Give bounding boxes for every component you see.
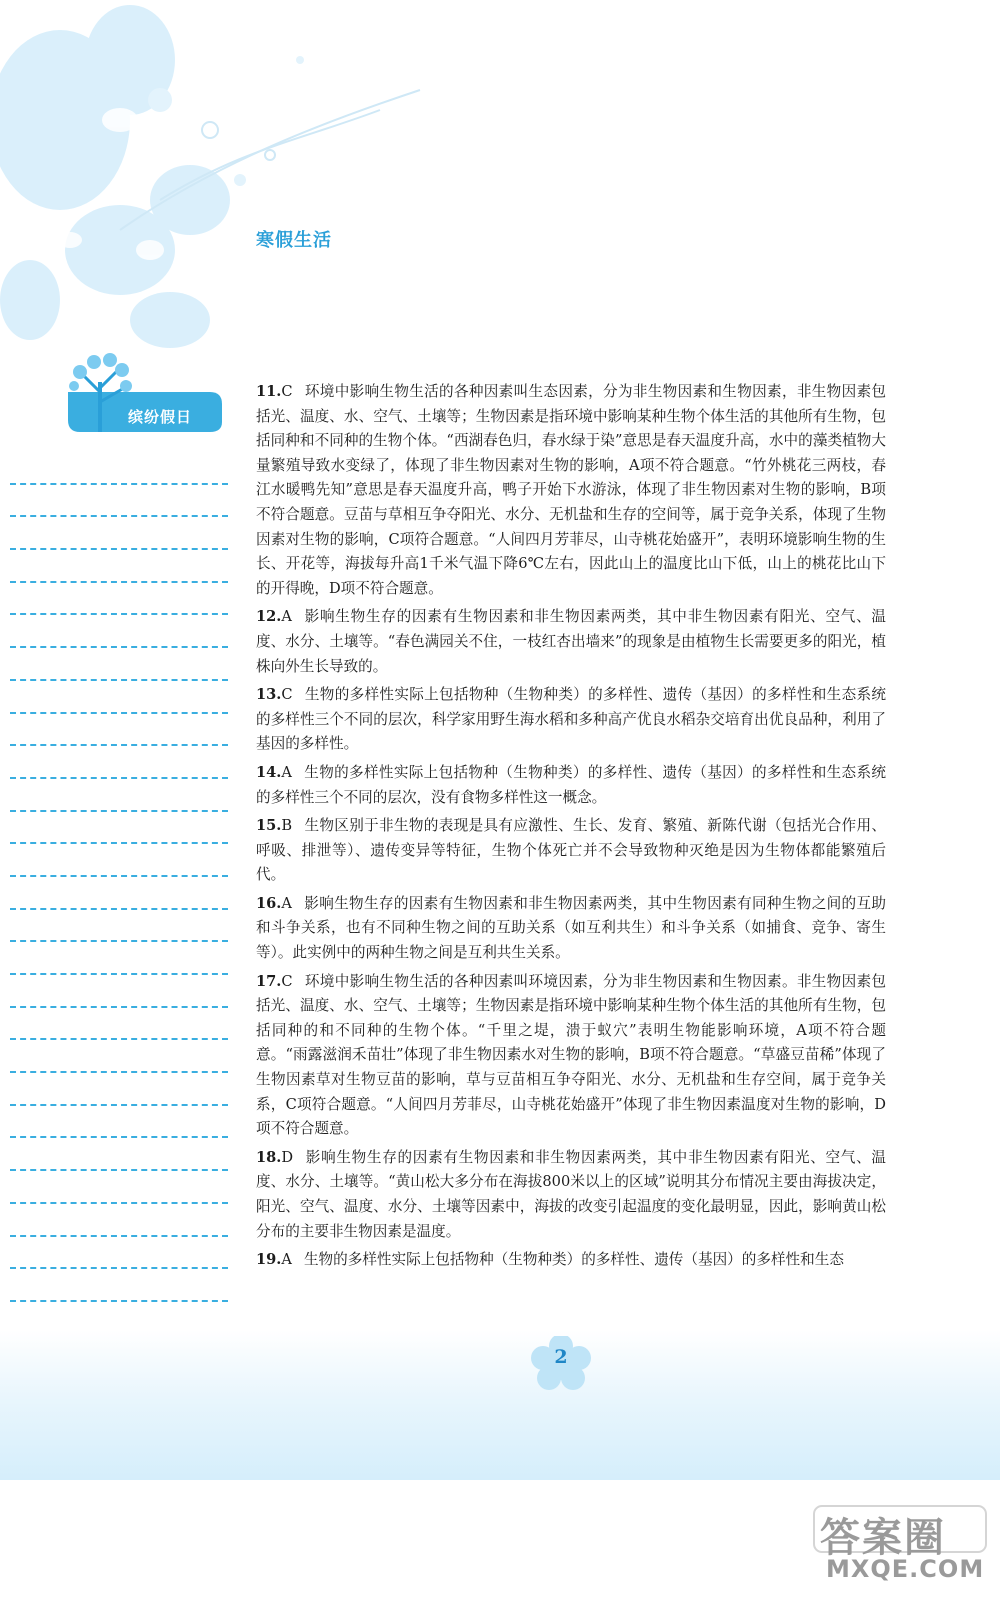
page-number: 2	[554, 1346, 568, 1368]
answer-list	[256, 380, 886, 1277]
note-line	[10, 1269, 228, 1302]
answer-choice: C	[281, 972, 293, 990]
note-line	[10, 648, 228, 681]
watermark-text: 答案圈	[820, 1515, 946, 1561]
answer-choice: C	[281, 383, 293, 400]
answer-number: 15.	[256, 817, 282, 835]
note-line	[10, 779, 228, 812]
answer-choice: A	[281, 894, 292, 912]
answer-item	[256, 970, 886, 1142]
note-line	[10, 1171, 228, 1204]
answer-text: 环境中影响生物生活的各种因素叫环境因素，分为非生物因素和生物因素。非生物因素包括光、温度、水、空气、土壤等；生物因素是指环境中影响某种生物个体生活的其他所有生物，包括同种的和不同种的生物个体。“千里之堤，溃于蚁穴”表明生物能影响环境，A项不符合题意。“雨露滋润禾苗壮”体现了非生物因素水对生物的影响，B项不符合题意。“草盛豆苗稀”体现了生物因素草对生物豆苗的影响，草与豆苗相互争夺阳光、水分、无机盐和生存空间，属于竞争关系，C项符合题意。“人间四月芳菲尽，山寺桃花始盛开”体现了非生物因素温度对生物的影响，D项不符合题意。	[256, 972, 886, 1138]
answer-number: 18.	[256, 1148, 282, 1166]
note-line	[10, 1008, 228, 1041]
answer-item	[256, 761, 886, 810]
section-title: 寒假生活	[256, 230, 332, 251]
answer-text: 生物区别于非生物的表现是具有应激性、生长、发育、繁殖、新陈代谢（包括光合作用、呼吸、排泄等）、遗传变异等特征，生物个体死亡并不会导致物种灭绝是因为生物体都能繁殖后代。	[256, 817, 886, 884]
answer-number: 12.	[256, 608, 282, 626]
answer-text: 影响生物生存的因素有生物因素和非生物因素两类，其中生物因素有同种生物之间的互助和斗争关系，也有不同种生物之间的互助关系（如互利共生）和斗争关系（如捕食、竞争、寄生等）。此实例中的两种生物之间是互利共生关系。	[256, 894, 886, 962]
note-line	[10, 844, 228, 877]
note-line	[10, 1237, 228, 1270]
note-line	[10, 910, 228, 943]
answer-choice: A	[281, 1251, 292, 1269]
answer-choice: D	[281, 1148, 294, 1166]
answer-text: 影响生物生存的因素有生物因素和非生物因素两类，其中非生物因素有阳光、空气、温度、水分、土壤等。“春色满园关不住，一枝红杏出墙来”的现象是由植物生长需要更多的阳光，植株向外生长导致的。	[256, 608, 886, 675]
note-line	[10, 452, 228, 485]
note-line	[10, 812, 228, 845]
answer-text: 生物的多样性实际上包括物种（生物种类）的多样性、遗传（基因）的多样性和生态系统的多样性三个不同的层次，科学家用野生海水稻和多种高产优良水稻杂交培育出优良品种，利用了基因的多样性。	[256, 686, 886, 753]
answer-item	[256, 380, 886, 601]
note-line	[10, 615, 228, 648]
answer-choice: A	[281, 763, 292, 781]
answer-item	[256, 683, 886, 757]
answer-number: 13.	[256, 686, 282, 704]
answer-text: 生物的多样性实际上包括物种（生物种类）的多样性、遗传（基因）的多样性和生态	[303, 1251, 844, 1269]
answer-text: 生物的多样性实际上包括物种（生物种类）的多样性、遗传（基因）的多样性和生态系统的多样性三个不同的层次，没有食物多样性这一概念。	[256, 763, 886, 806]
answer-text: 环境中影响生物生活的各种因素叫生态因素，分为非生物因素和生物因素，非生物因素包括光、温度、水、空气、土壤等；生物因素是指环境中影响某种生物个体生活的其他所有生物，包括同种和不同种的生物个体。“西湖春色归，春水绿于染”意思是春天温度升高，水中的藻类植物大量繁殖导致水变绿了，体现了非生物因素对生物的影响，A项不符合题意。“竹外桃花三两枝，春江水暖鸭先知”意思是春天温度升高，鸭子开始下水游泳，体现了非生物因素对生物的影响，B项不符合题意。豆苗与草相互争夺阳光、水分、无机盐和生存的空间等，属于竞争关系，体现了生物因素对生物的影响，C项符合题意。“人间四月芳菲尽，山寺桃花始盛开”，表明环境影响生物的生长、开花等，海拔每升高1千米气温下降6℃左右，因此山上的温度比山下低，山上的桃花比山下的开得晚，D项不符合题意。	[256, 383, 886, 597]
answer-choice: A	[281, 608, 292, 626]
answer-item	[256, 892, 886, 966]
note-line	[10, 550, 228, 583]
answer-number: 14.	[256, 763, 282, 781]
answer-number: 19.	[256, 1251, 282, 1269]
answer-item	[256, 814, 886, 888]
note-line	[10, 1138, 228, 1171]
answer-item	[256, 1248, 886, 1273]
note-line	[10, 517, 228, 550]
note-lines	[10, 452, 228, 1302]
answer-number: 16.	[256, 894, 282, 912]
badge-label: 缤纷假日	[128, 408, 193, 426]
footer-band	[0, 1330, 1000, 1480]
note-line	[10, 942, 228, 975]
answer-choice: B	[281, 817, 293, 835]
note-line	[10, 681, 228, 714]
note-line	[10, 746, 228, 779]
note-line	[10, 485, 228, 518]
answer-item	[256, 605, 886, 679]
answer-number: 11.	[256, 383, 282, 400]
note-line	[10, 1040, 228, 1073]
note-line	[10, 714, 228, 747]
note-line	[10, 1073, 228, 1106]
floral-decoration	[0, 0, 560, 380]
note-line	[10, 1204, 228, 1237]
answer-text: 影响生物生存的因素有生物因素和非生物因素两类，其中非生物因素有阳光、空气、温度、水分、土壤等。“黄山松大多分布在海拔800米以上的区域”说明其分布情况主要由海拔决定，阳光、空气、温度、水分、土壤等因素中，海拔的改变引起温度的变化最明显，因此，影响黄山松分布的主要非生物因素是温度。	[256, 1148, 886, 1240]
answer-number: 17.	[256, 972, 282, 990]
note-line	[10, 877, 228, 910]
answer-item	[256, 1146, 886, 1244]
note-line	[10, 583, 228, 616]
note-line	[10, 1106, 228, 1139]
watermark-url: MXQE.COM	[826, 1555, 985, 1583]
note-line	[10, 975, 228, 1008]
answer-choice: C	[281, 686, 293, 704]
